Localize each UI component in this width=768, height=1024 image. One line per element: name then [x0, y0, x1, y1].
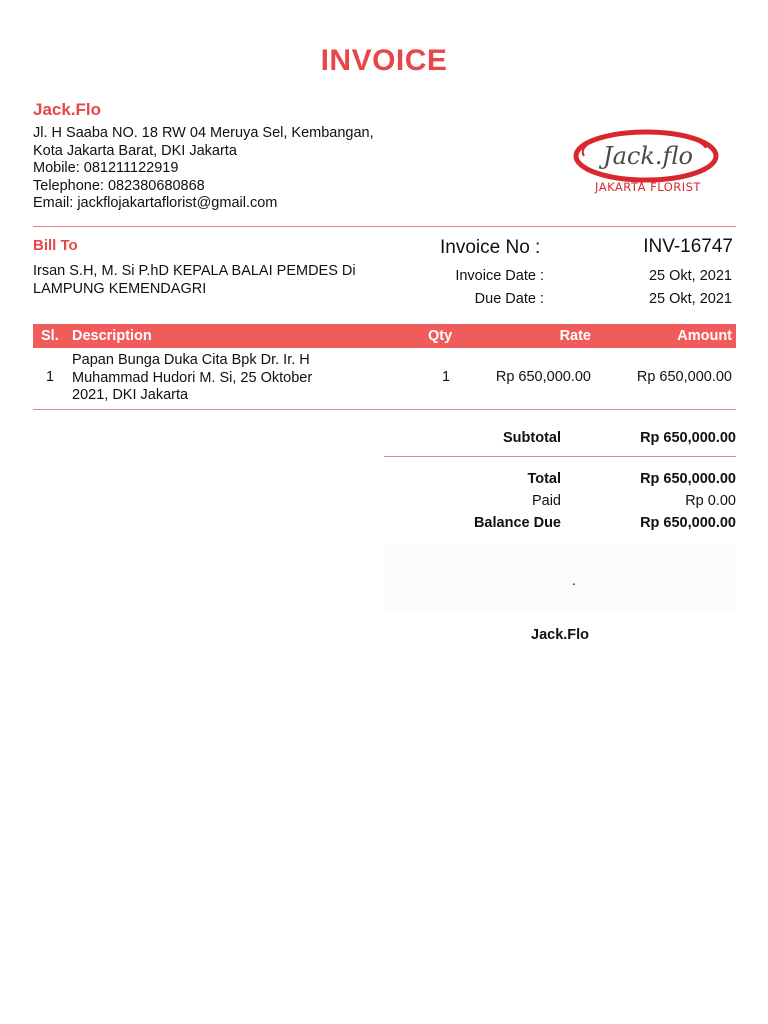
logo-sub-text: JAKARTA FLORIST	[595, 180, 701, 194]
due-date: 25 Okt, 2021	[648, 291, 732, 307]
email-line: Email: jackflojakartaflorist@gmail.com	[33, 195, 278, 211]
balance-due-label: Balance Due	[473, 515, 561, 531]
invoice-number-label: Invoice No :	[440, 237, 541, 258]
row-rate: Rp 650,000.00	[495, 369, 591, 385]
header-rate: Rate	[559, 328, 591, 344]
address-line: Jl. H Saaba NO. 18 RW 04 Meruya Sel, Kembangan,	[33, 125, 374, 141]
header-amount: Amount	[677, 328, 732, 344]
items-table-header	[33, 324, 736, 348]
bill-to-address	[33, 263, 373, 298]
invoice-date-label: Invoice Date :	[455, 268, 544, 284]
paid-label: Paid	[531, 493, 561, 509]
invoice-title: INVOICE	[320, 44, 448, 77]
address-line: Kota Jakarta Barat, DKI Jakarta	[33, 142, 237, 159]
total-value: Rp 650,000.00	[640, 471, 736, 487]
signature-name: Jack.Flo	[531, 627, 590, 643]
signature-area	[384, 545, 736, 613]
total-label: Total	[527, 471, 561, 487]
invoice-date: 25 Okt, 2021	[648, 268, 732, 284]
bill-to-label: Bill To	[33, 237, 78, 254]
company-address	[33, 125, 374, 213]
company-logo	[566, 120, 732, 206]
header-sl: Sl.	[41, 328, 59, 344]
header-qty: Qty	[428, 328, 453, 344]
divider	[33, 409, 736, 410]
telephone-line: Telephone: 082380680868	[33, 177, 205, 194]
description-line: Muhammad Hudori M. Si, 25 Oktober	[72, 369, 313, 386]
description-line: Papan Bunga Duka Cita Bpk Dr. Ir. H	[72, 352, 310, 368]
company-name: Jack.Flo	[33, 100, 102, 119]
paid-value: Rp 0.00	[685, 493, 736, 509]
logo-script-text: Jack.flo	[603, 142, 693, 170]
balance-due-value: Rp 650,000.00	[640, 515, 736, 531]
divider	[33, 226, 736, 227]
bill-to-line: LAMPUNG KEMENDAGRI	[33, 280, 207, 297]
row-qty: 1	[442, 369, 451, 385]
signature-mark: .	[572, 572, 576, 588]
divider	[384, 456, 736, 457]
invoice-number: INV-16747	[643, 236, 733, 257]
row-sl: 1	[46, 369, 55, 385]
subtotal-value: Rp 650,000.00	[640, 430, 736, 446]
subtotal-label: Subtotal	[503, 430, 561, 446]
row-description	[72, 352, 352, 405]
header-description: Description	[72, 328, 152, 344]
bill-to-line: Irsan S.H, M. Si P.hD KEPALA BALAI PEMDES Di	[33, 263, 356, 279]
row-amount: Rp 650,000.00	[636, 369, 732, 385]
due-date-label: Due Date :	[474, 291, 544, 307]
mobile-line: Mobile: 081211122919	[33, 160, 179, 176]
description-line: 2021, DKI Jakarta	[72, 387, 189, 403]
